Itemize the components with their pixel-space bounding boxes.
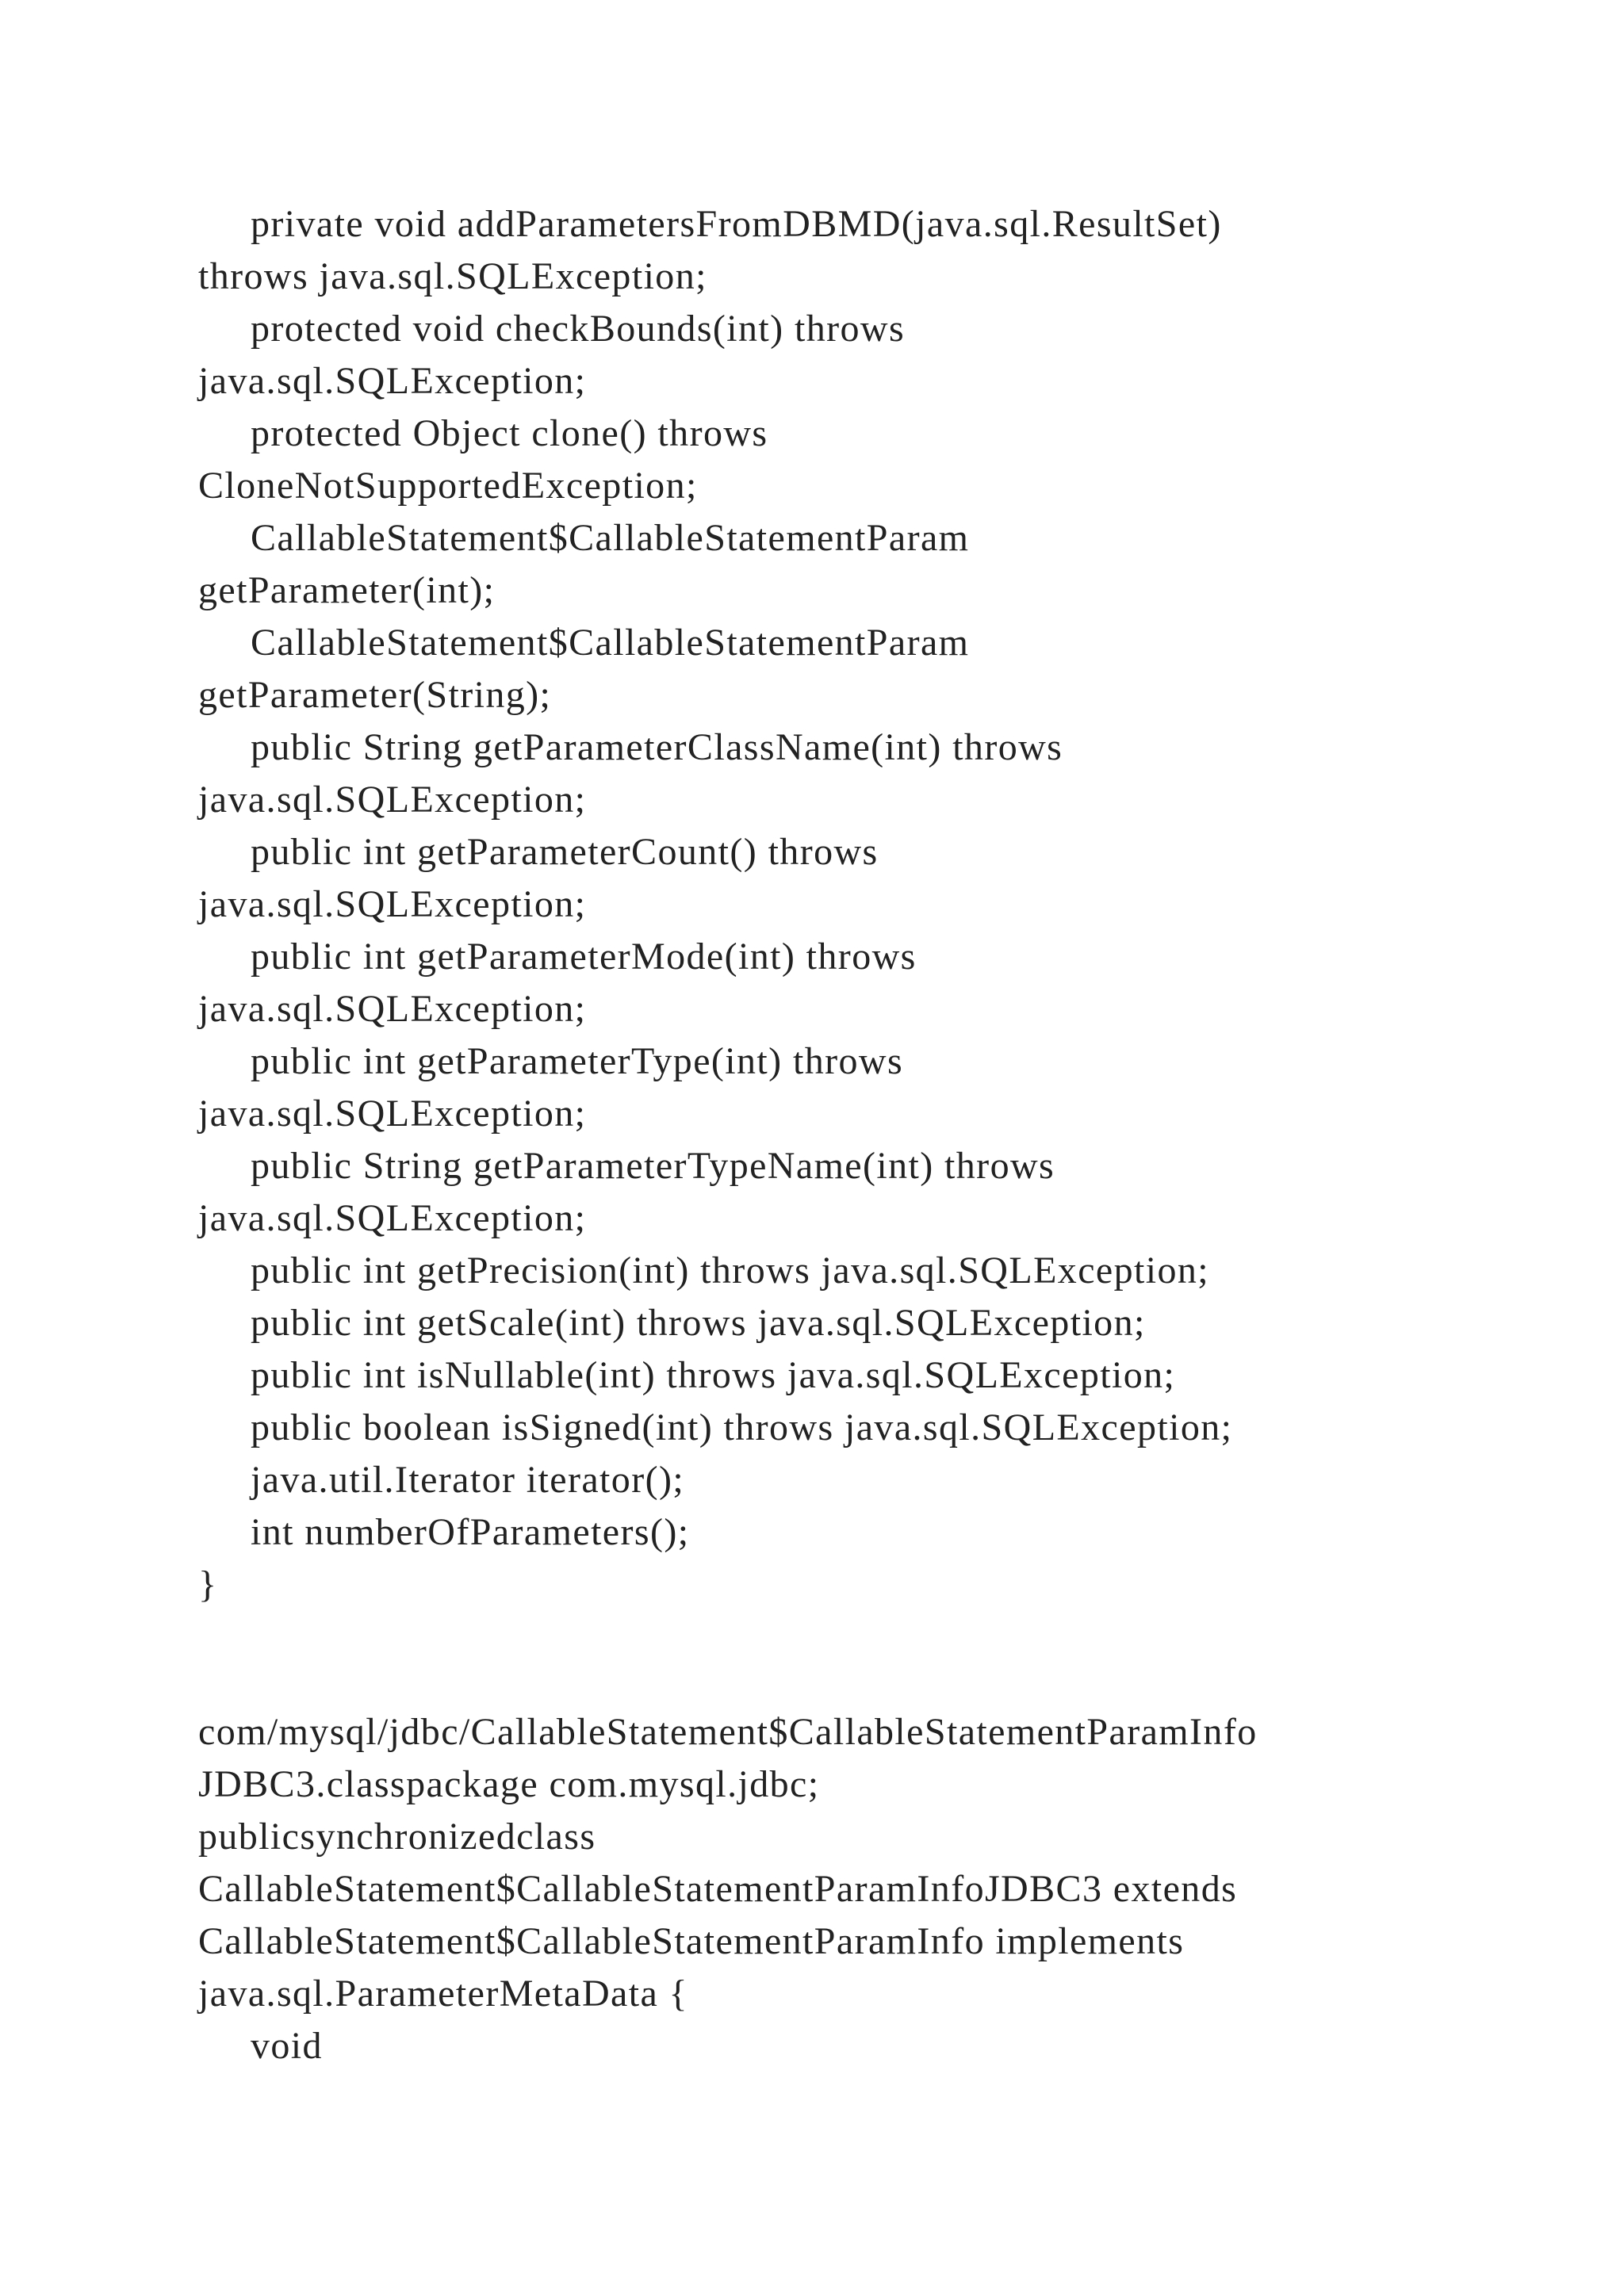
code-line: getParameter(int); [198,569,496,611]
code-line: publicsynchronizedclass [198,1816,596,1858]
code-line: CloneNotSupportedException; [198,465,698,507]
code-line: public int getParameterType(int) throws [251,1040,904,1082]
code-line: } [198,1563,218,1605]
code-line: JDBC3.classpackage com.mysql.jdbc; [198,1763,820,1805]
code-listing-class-declaration [198,1706,1546,2072]
code-line: public boolean isSigned(int) throws java.sql.SQLException; [251,1406,1233,1448]
code-line: java.sql.SQLException; [198,779,587,821]
code-line: public String getParameterClassName(int) throws [251,726,1063,768]
code-line: throws java.sql.SQLException; [198,255,707,297]
code-line: java.sql.SQLException; [198,1197,587,1239]
code-line: public int getScale(int) throws java.sql.SQLException; [251,1302,1146,1344]
code-line: getParameter(String); [198,674,552,716]
code-line: public int getParameterMode(int) throws [251,936,917,978]
code-line: void [251,2025,323,2067]
code-line: java.util.Iterator iterator(); [251,1459,685,1501]
code-line: CallableStatement$CallableStatementParam [251,622,970,664]
code-line: java.sql.SQLException; [198,883,587,925]
code-line: int numberOfParameters(); [251,1511,690,1553]
code-line: protected Object clone() throws [251,412,768,454]
code-line: CallableStatement$CallableStatementParamInfoJDBC3 extends [198,1868,1238,1910]
code-line: java.sql.ParameterMetaData { [198,1973,688,2015]
code-line: protected void checkBounds(int) throws [251,308,906,350]
code-line: CallableStatement$CallableStatementParamInfo implements [198,1920,1185,1962]
code-listing-methods [198,198,1546,1611]
code-line: CallableStatement$CallableStatementParam [251,517,970,559]
code-line: java.sql.SQLException; [198,360,587,402]
code-line: java.sql.SQLException; [198,1093,587,1135]
code-line: public int getParameterCount() throws [251,831,879,873]
code-line: java.sql.SQLException; [198,988,587,1030]
code-line: public int getPrecision(int) throws java.sql.SQLException; [251,1249,1210,1292]
code-line: com/mysql/jdbc/CallableStatement$CallableStatementParamInfo [198,1711,1258,1753]
code-line: private void addParametersFromDBMD(java.sql.ResultSet) [251,203,1222,245]
code-line: public String getParameterTypeName(int) throws [251,1145,1055,1187]
code-line: public int isNullable(int) throws java.sql.SQLException; [251,1354,1176,1396]
